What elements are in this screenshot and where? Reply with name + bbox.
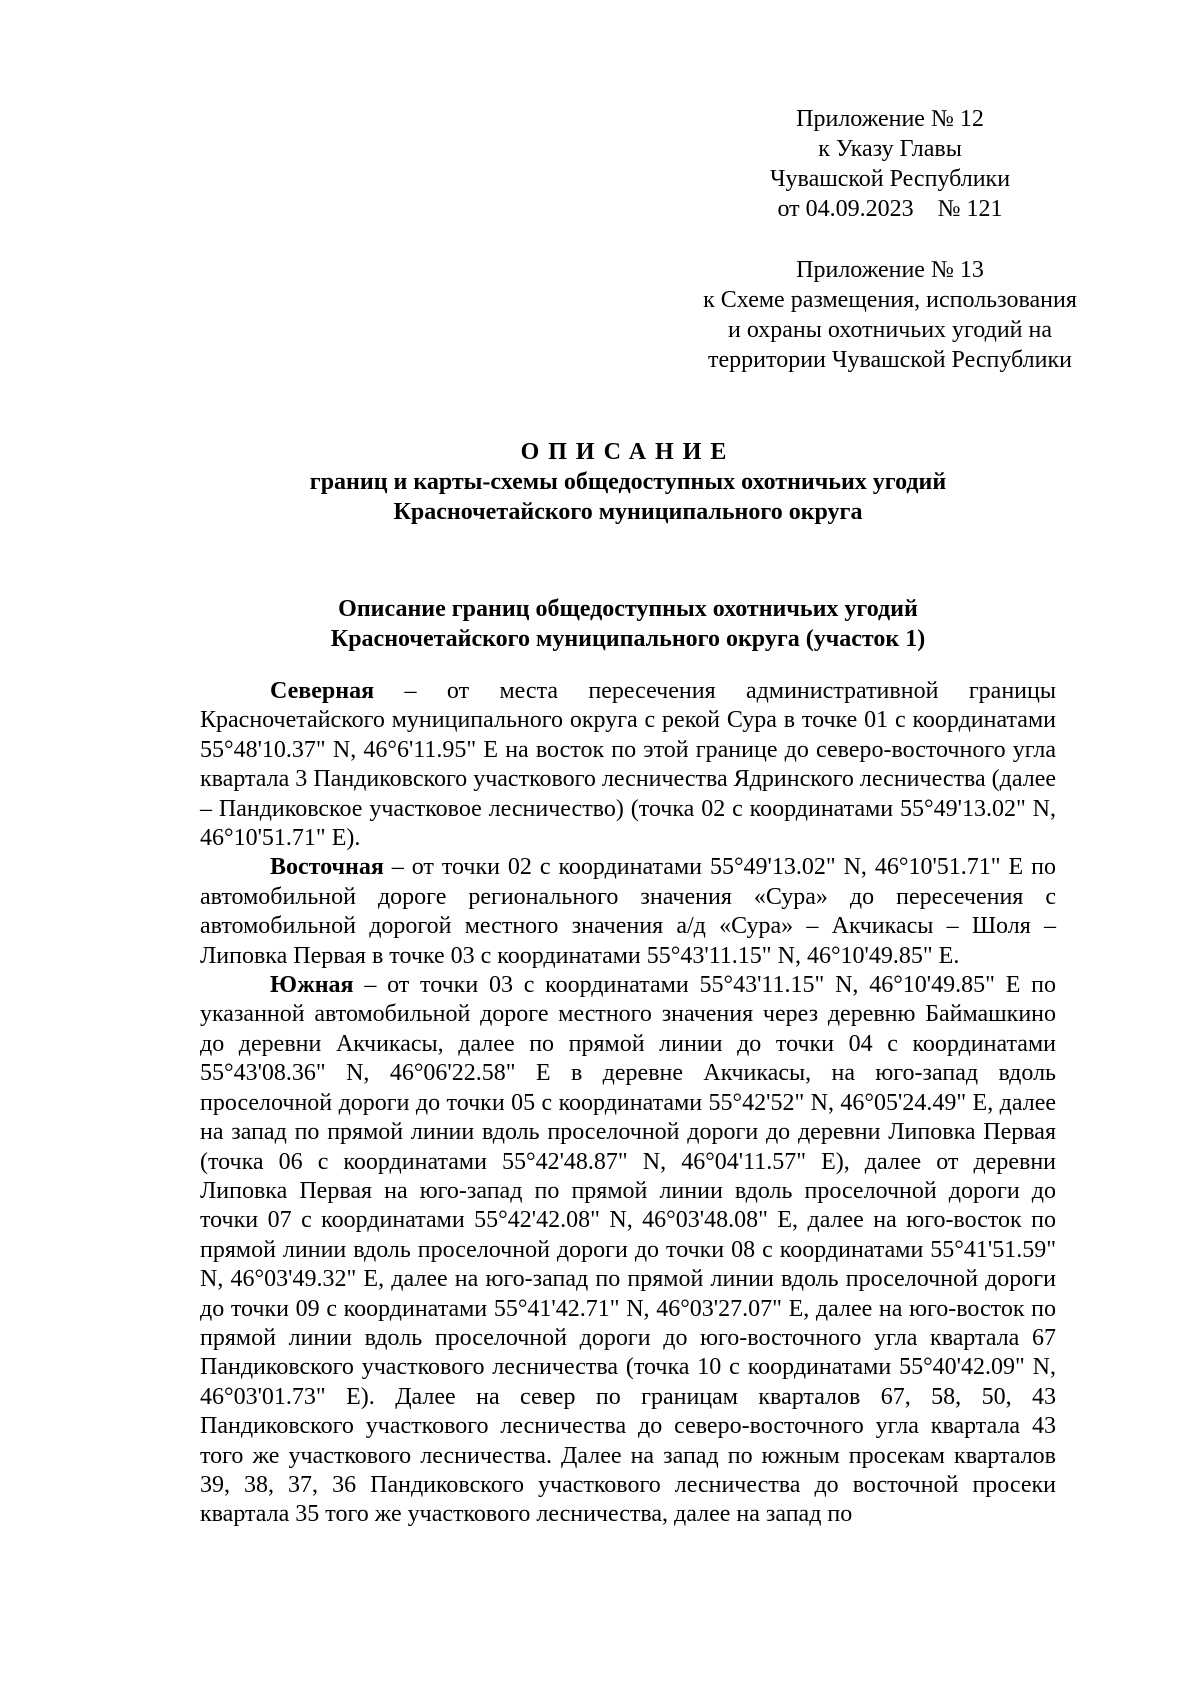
appendix-12-line-1: Приложение № 12 [796, 106, 984, 132]
paragraph-text: – от места пересечения административной границы Красночетайского муниципального округа с рекой Сура в точке 01 с координатами 55°48'10.37" N, 46°6'11.95" E на восток по этой границе до северо-восточного угла квартала 3 Пандиковского участкового лесничества Ядринского лесничества (далее – Пандиковское участковое лесничество) (точка 02 с координатами 55°49'13.02" N, 46°10'51.71" E). [200, 678, 1056, 852]
appendix-12-line-4: от 04.09.2023 № 121 [777, 196, 1003, 222]
appendix-13-line-1: Приложение № 13 [796, 257, 984, 283]
paragraph-lead: Восточная [270, 854, 384, 881]
paragraph-lead: Южная [270, 972, 354, 999]
section-heading [200, 594, 1056, 654]
paragraph-north [200, 677, 1056, 853]
document-title: ОПИСАНИЕ [520, 439, 736, 465]
document-title-block [200, 437, 1056, 527]
appendix-13-line-3: и охраны охотничьих угодий на [727, 317, 1053, 343]
paragraph-text: – от точки 02 с координатами 55°49'13.02" N, 46°10'51.71" E по автомобильной дороге регионального значения «Сура» до пересечения с автомобильной дорогой местного значения а/д «Сура» – Акчикасы – Шоля – Липовка Первая в точке 03 с координатами 55°43'11.15" N, 46°10'49.85" E. [200, 854, 1056, 969]
document-title-line-2: Красночетайского муниципального округа [393, 499, 863, 525]
paragraph-text: – от точки 03 с координатами 55°43'11.15" N, 46°10'49.85" E по указанной автомобильной дороге местного значения через деревню Баймашкино до деревни Акчикасы, далее по прямой линии до точки 04 с координатами 55°43'08.36" N, 46°06'22.58" E в деревне Акчикасы, на юго-запад вдоль проселочной дороги до точки 05 с координатами 55°42'52" N, 46°05'24.49" E, далее на запад по прямой линии вдоль проселочной дороги до деревни Липовка Первая (точка 06 с координатами 55°42'48.87" N, 46°04'11.57" E), далее от деревни Липовка Первая на юго-запад по прямой линии вдоль проселочной дороги до точки 07 с координатами 55°42'42.08" N, 46°03'48.08" E, далее на юго-восток по прямой линии вдоль проселочной дороги до точки 08 с координатами 55°41'51.59" N, 46°03'49.32" E, далее на юго-запад по прямой линии вдоль проселочной дороги до точки 09 с координатами 55°41'42.71" N, 46°03'27.07" E, далее на юго-восток по прямой линии вдоль проселочной дороги до юго-восточного угла квартала 67 Пандиковского участкового лесничества (точка 10 с координатами 55°40'42.09" N, 46°03'01.73" E). Далее на север по границам кварталов 67, 58, 50, 43 Пандиковского участкового лесничества до северо-восточного угла квартала 43 того же участкового лесничества. Далее на запад по южным просекам кварталов 39, 38, 37, 36 Пандиковского участкового лесничества до восточной просеки квартала 35 того же участкового лесничества, далее на запад по [200, 972, 1057, 1528]
section-heading-line-1: Описание границ общедоступных охотничьих угодий [338, 596, 918, 622]
paragraph-south [200, 971, 1056, 1530]
appendix-13-line-4: территории Чувашской Республики [708, 347, 1072, 373]
paragraph-east [200, 853, 1056, 971]
appendix-12-line-3: Чувашской Республики [769, 166, 1011, 192]
appendix-12-header [700, 104, 1080, 224]
paragraph-lead: Северная [270, 678, 375, 704]
appendix-13-line-2: к Схеме размещения, использования [703, 287, 1077, 313]
boundary-description [200, 677, 1056, 1530]
document-title-line-1: границ и карты-схемы общедоступных охотничьих угодий [309, 469, 947, 495]
appendix-12-line-2: к Указу Главы [818, 136, 962, 162]
section-heading-line-2: Красночетайского муниципального округа (участок 1) [330, 626, 926, 652]
appendix-13-header [640, 255, 1140, 375]
